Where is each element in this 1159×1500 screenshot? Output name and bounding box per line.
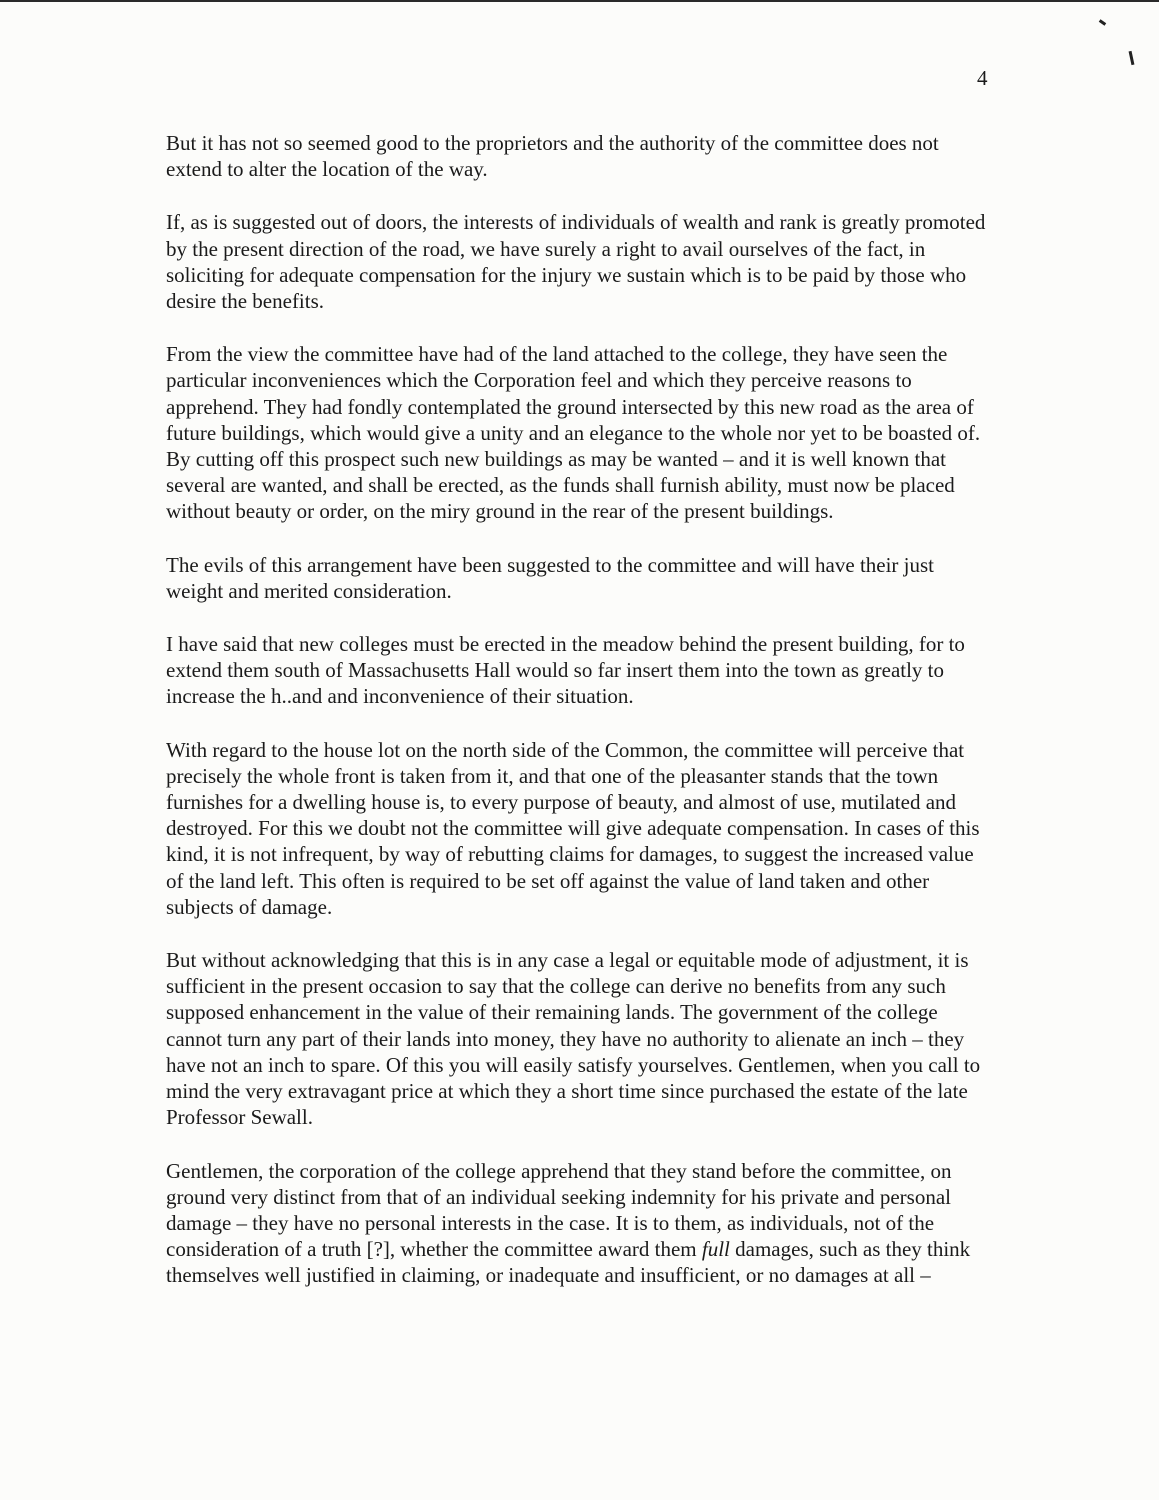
paragraph: But without acknowledging that this is in any case a legal or equitable mode of adjustment, it is sufficient in the present occasion to say that the college can derive no benefits from any such supposed enhancement in the value of their remaining lands. The government of the college cannot turn any part of their lands into money, they have no authority to alienate an inch – they have not an inch to spare. Of this you will easily satisfy yourselves. Gentlemen, when you call to mind the very extravagant price at which they a short time since purchased the estate of the late Professor Sewall. xyxy=(166,948,981,1130)
paragraph: But it has not so seemed good to the proprietors and the authority of the committee does not extend to alter the location of the way. xyxy=(166,131,939,182)
paragraph: I have said that new colleges must be erected in the meadow behind the present building, for to extend them south of Massachusetts Hall would so far insert them into the town as greatly to increase the h..and and inconvenience of their situation. xyxy=(166,632,965,709)
paragraph: If, as is suggested out of doors, the interests of individuals of wealth and rank is greatly promoted by the present direction of the road, we have surely a right to avail ourselves of the fact, in soliciting for adequate compensation for the injury we sustain which is to be paid by those who desire the benefits. xyxy=(166,210,986,314)
paragraph: The evils of this arrangement have been suggested to the committee and will have their just weight and merited consideration. xyxy=(166,552,935,603)
paragraph xyxy=(166,1158,996,1289)
scan-top-edge xyxy=(0,0,1159,2)
emphasized-word: full xyxy=(701,1237,730,1262)
paragraph-text: Gentlemen, the corporation of the college apprehend that they stand before the committee, on ground very distinct from that of an individual seeking indemnity for his private and personal damage – they have no personal interests in the case. It is to them, as individuals, not of the consideration of a truth [?], whether the committee award them xyxy=(166,1158,952,1262)
scan-mark xyxy=(1129,51,1135,65)
paragraph: From the view the committee have had of the land attached to the college, they have seen the particular inconveniences which the Corporation feel and which they perceive reasons to apprehend. They had fondly contemplated the ground intersected by this new road as the area of future buildings, which would give a unity and an elegance to the whole nor yet to be boasted of. By cutting off this prospect such new buildings as may be wanted – and it is well known that several are wanted, and shall be erected, as the funds shall furnish ability, must now be placed without beauty or order, on the miry ground in the rear of the present buildings. xyxy=(166,342,981,524)
paragraph-text: damages, such as they think themselves well justified in claiming, or inadequate and insufficient, or no damages at all – xyxy=(166,1237,971,1288)
page-number: 4 xyxy=(977,66,988,90)
scan-mark xyxy=(1099,19,1106,25)
paragraph: With regard to the house lot on the north side of the Common, the committee will perceive that precisely the whole front is taken from it, and that one of the pleasanter stands that the town furnishes for a dwelling house is, to every purpose of beauty, and almost of use, mutilated and destroyed. For this we doubt not the committee will give adequate compensation. In cases of this kind, it is not infrequent, by way of rebutting claims for damages, to suggest the increased value of the land left. This often is required to be set off against the value of land taken and other subjects of damage. xyxy=(166,737,980,919)
document-body xyxy=(166,130,996,1316)
